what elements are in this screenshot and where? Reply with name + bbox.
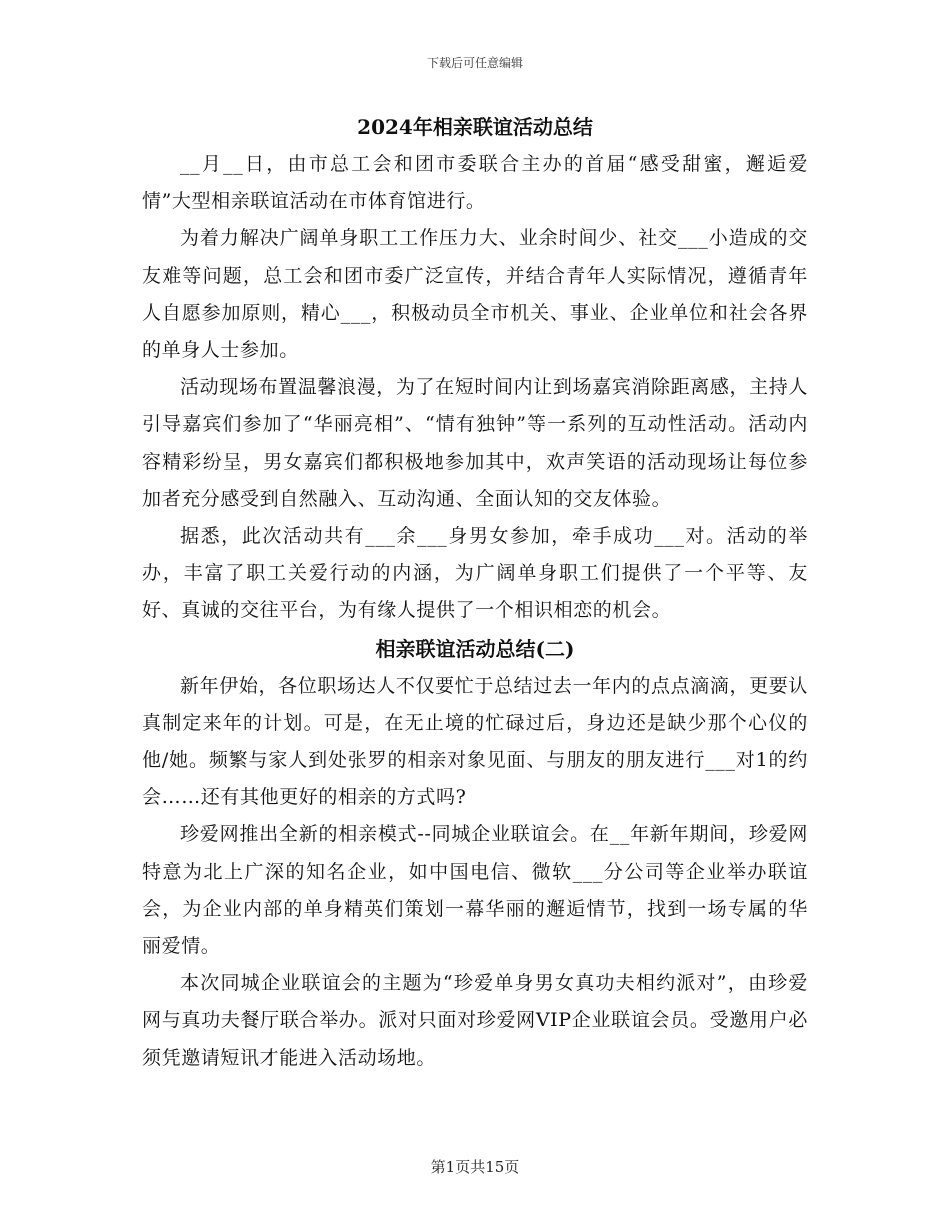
paragraph: 为着力解决广阔单身职工工作压力大、业余时间少、社交___小造成的交友难等问题，总工会和团市委广泛宣传，并结合青年人实际情况，遵循青年人自愿参加原则，精心___，积极动员全市机关、事业、企业单位和社会各界的单身人士参加。 <box>142 227 808 362</box>
paragraph: 活动现场布置温馨浪漫，为了在短时间内让到场嘉宾消除距离感，主持人引导嘉宾们参加了“华丽亮相”、“情有独钟”等一系列的互动性活动。活动内容精彩纷呈，男女嘉宾们都积极地参加其中，欢声笑语的活动现场让每位参加者充分感受到自然融入、互动沟通、全面认知的交友体验。 <box>142 376 808 510</box>
section-title-2: 相亲联谊活动总结(二) <box>375 636 575 661</box>
paragraph: 据悉，此次活动共有___余___身男女参加，牵手成功___对。活动的举办，丰富了职工关爱行动的内涵，为广阔单身职工们提供了一个平等、友好、真诚的交往平台，为有缘人提供了一个相识相恋的机会。 <box>142 525 808 622</box>
paragraph: 新年伊始，各位职场达人不仅要忙于总结过去一年内的点点滴滴，更要认真制定来年的计划。可是，在无止境的忙碌过后，身边还是缺少那个心仪的他/她。频繁与家人到处张罗的相亲对象见面、与朋友的朋友进行___对1的约会……还有其他更好的相亲的方式吗? <box>142 674 808 809</box>
header-note: 下载后可任意编辑 <box>426 56 523 70</box>
document-body <box>142 108 808 1077</box>
paragraph: 本次同城企业联谊会的主题为“珍爱单身男女真功夫相约派对”，由珍爱网与真功夫餐厅联合举办。派对只面对珍爱网VIP企业联谊会员。受邀用户必须凭邀请短讯才能进入活动场地。 <box>142 972 808 1069</box>
paragraph: 珍爱网推出全新的相亲模式--同城企业联谊会。在__年新年期间，珍爱网特意为北上广深的知名企业，如中国电信、微软___分公司等企业举办联谊会，为企业内部的单身精英们策划一幕华丽的邂逅情节，找到一场专属的华丽爱情。 <box>142 823 808 958</box>
paragraph: __月__日，由市总工会和团市委联合主办的首届“感受甜蜜，邂逅爱情”大型相亲联谊活动在市体育馆进行。 <box>142 153 808 213</box>
section-title-1: 2024年相亲联谊活动总结 <box>357 115 593 139</box>
page-footer: 第1页共15页 <box>430 1158 520 1176</box>
